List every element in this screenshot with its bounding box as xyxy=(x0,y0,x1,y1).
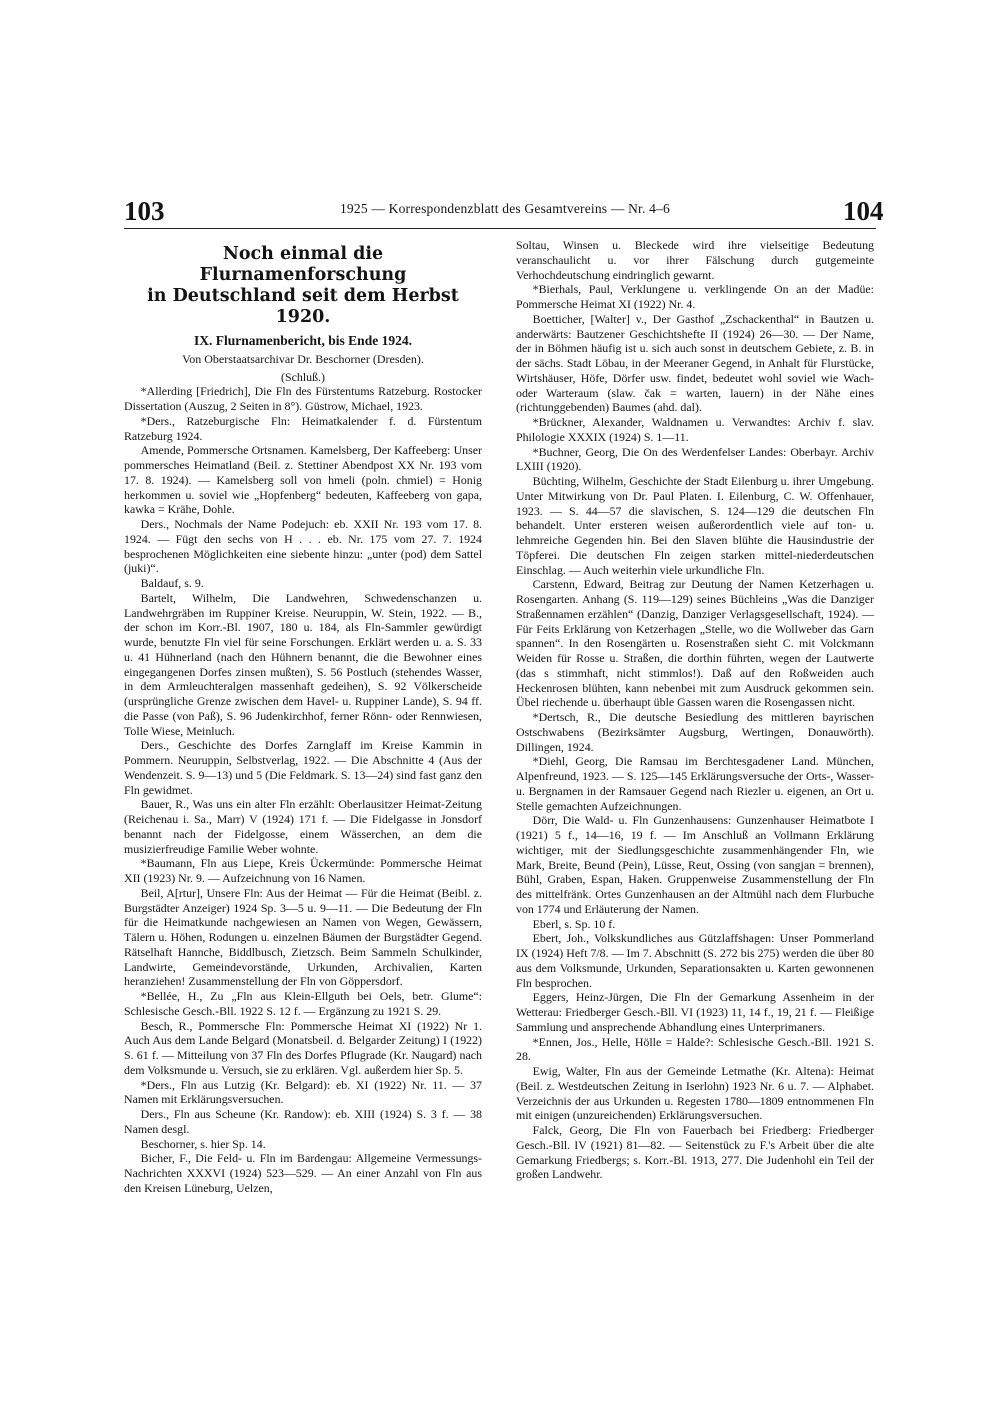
bibliography-entry: Ders., Fln aus Scheune (Kr. Randow): eb. XIII (1924) S. 3 f. — 38 Namen desgl. xyxy=(124,1107,482,1136)
bibliography-entry: Ewig, Walter, Fln aus der Gemeinde Letmathe (Kr. Altena): Heimat (Beil. z. Westdeutschen Zeitung in Iserlohn) 1923 Nr. 6 u. 7. — Alphabet. Verzeichnis der aus Urkunden u. Regesten 1780—1809 entnommenen Fln mit einigen (unzureichenden) Erklärungsversuchen. xyxy=(516,1064,874,1123)
running-header: 1925 — Korrespondenzblatt des Gesamtvereins — Nr. 4–6 xyxy=(339,201,671,216)
bibliography-entry: *Diehl, Georg, Die Ramsau im Berchtesgadener Land. München, Alpenfreund, 1923. — S. 125—145 Erklärungsversuche der Orts-, Wasser- u. Bergnamen in der Ramsauer Gegend nach Riezler u. eigenen, an Ort u. Stelle gemachten Aufzeichnungen. xyxy=(516,754,874,813)
bibliography-entry: Bauer, R., Was uns ein alter Fln erzählt: Oberlausitzer Heimat-Zeitung (Reichenau i. Sa., Marr) V (1924) 171 f. — Die Fidelgasse in Jonsdorf benannt nach der Fidelgosse, einem Wässerchen, an dem die musizierfreudige Familie Weber wohnte. xyxy=(124,797,482,856)
bibliography-entry: *Baumann, Fln aus Liepe, Kreis Ückermünde: Pommersche Heimat XII (1923) Nr. 9. — Aufzeichnung von 16 Namen. xyxy=(124,856,482,885)
bibliography-entry: Baldauf, s. 9. xyxy=(140,576,204,590)
bibliography-entry: Ebert, Joh., Volkskundliches aus Gützlaffshagen: Unser Pommerland IX (1924) Heft 7/8. — Im 7. Abschnitt (S. 272 bis 275) werden die über 80 aus dem Volksmunde, Urkunden, Separationsakten u. Karten gewonnenen Fln besprochen. xyxy=(516,931,874,990)
left-column xyxy=(124,238,482,1196)
bibliography-entry: Ders., Geschichte des Dorfes Zarnglaff im Kreise Kammin in Pommern. Neuruppin, Selbstverlag, 1922. — Die Abschnitte 4 (Aus der Wendenzeit. S. 9—13) und 5 (Die Feldmark. S. 13—24) sind fast ganz den Fln gewidmet. xyxy=(124,738,482,797)
bibliography-entry: *Ennen, Jos., Helle, Hölle = Halde?: Schlesische Gesch.-Bll. 1921 S. 28. xyxy=(516,1034,874,1064)
bibliography-entry: Amende, Pommersche Ortsnamen. Kamelsberg, Der Kaffeeberg: Unser pommersches Heimatland (Beil. z. Stettiner Abendpost XX Nr. 193 vom 17. 8. 1924). — Kamelsberg soll von hmeli (poln. chmiel) = Honig herkommen u. soviel wie „Hopfenberg“ bedeuten, Kaffeeberg von gapa, kawka = Krähe, Dohle. xyxy=(124,443,482,517)
left-column-entries xyxy=(124,384,482,1195)
bibliography-entry: Bartelt, Wilhelm, Die Landwehren, Schwedenschanzen u. Landwehrgräben im Ruppiner Kreise. Neuruppin, W. Stein, 1922. — B., der schon im Korr.-Bl. 1907, 180 u. 184, als Fln-Sammler gewürdigt wurde, benutzte Fln viel für seine Forschungen. Erklärt werden u. a. S. 33 u. 41 Hühnerland (nach den Hühnern benannt, die die Bewohner eines eingegangenen Dorfes zinsen mußten), S. 56 Postluch (stehendes Wasser, in dem Armleuchteralgen massenhaft gedeihen), S. 92 Völkerscheide (ursprüngliche Grenze zwischen dem Havel- u. Ruppiner Lande), S. 94 ff. die Passe (von Paß), S. 96 Judenkirchhof, ferner Rönn- oder Rennwiesen, Tolle Wiese, Meinluch. xyxy=(124,590,482,738)
bibliography-entry: Soltau, Winsen u. Bleckede wird ihre vielseitige Bedeutung veranschaulicht u. vor ihrer Fälschung durch gutgemeinte Verhochdeutschung eindringlich gewarnt. xyxy=(516,238,874,282)
article-title-line-2: in Deutschland seit dem Herbst 1920. xyxy=(147,286,459,327)
bibliography-entry: *Bellée, H., Zu „Fln aus Klein-Ellguth bei Oels, betr. Glume“: Schlesische Gesch.-Bll. 1922 S. 12 f. — Ergänzung zu 1921 S. 29. xyxy=(124,989,482,1018)
bibliography-entry: Dörr, Die Wald- u. Fln Gunzenhausens: Gunzenhauser Heimatbote I (1921) 5 f., 14—16, 19 f. — Im Anschluß an Vollmann Erklärung wichtiger, mit der Siedlungsgeschichte zusammenhängender Fln, wie Mark, Breite, Beund (Pein), Lüsse, Reut, Ossing (von sangjan = brennen), Bühl, Graben, Espan, Haken. Gruppenweise Zusammenstellung der Fln des mittelfränk. Ortes Gunzenhausen an der Altmühl nach dem Flurbuche von 1774 und Erläuterung der Namen. xyxy=(516,813,874,916)
bibliography-entry: *Bierhals, Paul, Verklungene u. verklingende On an der Madüe: Pommersche Heimat XI (1922) Nr. 4. xyxy=(516,282,874,311)
bibliography-entry: *Buchner, Georg, Die On des Werdenfelser Landes: Oberbayr. Archiv LXIII (1920). xyxy=(516,444,874,474)
bibliography-entry: Ders., Nochmals der Name Podejuch: eb. XXII Nr. 193 vom 17. 8. 1924. — Fügt den sechs von H . . . eb. Nr. 175 vom 27. 7. 1924 besprochenen Möglichkeiten eine siebente hinzu: „unter (pod) dem Sattel (juki)“. xyxy=(124,517,482,576)
bibliography-entry: *Brückner, Alexander, Waldnamen u. Verwandtes: Archiv f. slav. Philologie XXXIX (1924) S. 1—11. xyxy=(516,415,874,444)
continuation-note: (Schluß.) xyxy=(281,369,325,384)
bibliography-entry: *Allerding [Friedrich], Die Fln des Fürstentums Ratzeburg. Rostocker Dissertation (Auszug, 2 Seiten in 8°). Güstrow, Michael, 1923. xyxy=(124,384,482,413)
header-rule xyxy=(124,228,876,229)
bibliography-entry: Beil, A[rtur], Unsere Fln: Aus der Heimat — Für die Heimat (Beibl. z. Burgstädter Anzeiger) 1924 Sp. 3—5 u. 9—11. — Die Bedeutung der Fln für die Heimatkunde nachgewiesen an Namen von Wegen, Gewässern, Tälern u. Höhen, Rodungen u. einzelnen Bäumen der Burgstädter Gegend. Rätselhaft Hannche, Biddlbusch, Zietzsch. Beim Sammeln Schulkinder, Landwirte, Gemeindevorstände, Urkunden, Archivalien, Karten heranziehen! Zusammenstellung der Fln von Göppersdorf. xyxy=(124,885,482,989)
bibliography-entry: Eberl, s. Sp. 10 f. xyxy=(532,916,616,931)
bibliography-entry: Carstenn, Edward, Beitrag zur Deutung der Namen Ketzerhagen u. Rosengarten. Anhang (S. 119—129) seines Büchleins „Was die Danziger Straßennamen erzählen“ (Danzig, Danziger Verlagsgesellschaft, 1924). — Für Feits Erklärung von Ketzerhagen „Stelle, wo die Wollweber das Garn spannen“. In den Rosengärten u. Rosenstraßen sieht C. mit Volckmann Weiden für Rosse u. Straßen, die dorthin führten, wegen der Lautwerte (das s stimmhaft, nicht stimmlos!). Daß auf den Roßweiden auch Heckenrosen blühten, kann nebenbei mit zum Ausdruck gekommen sein. Übel riechende u. überhaupt üble Gassen waren die Rosengassen nicht. xyxy=(516,577,874,710)
bibliography-entry: Beschorner, s. hier Sp. 14. xyxy=(140,1136,266,1151)
page-number-right: 104 xyxy=(843,196,884,226)
bibliography-entry: Büchting, Wilhelm, Geschichte der Stadt Eilenburg u. ihrer Umgebung. Unter Mitwirkung von Dr. Paul Platen. I. Eilenburg, C. W. Offenhauer, 1923. — S. 44—57 die slavischen, S. 124—129 die deutschen Fln behandelt. Unter ersteren weisen außerordentlich viele auf ton- u. lehmreiche Gegenden hin. Bei den Slaven blühte die Hausindustrie der Töpferei. Die deutschen Fln zeigen starken mittel-niederdeutschen Einschlag. — Auch weiterhin viele urkundliche Fln. xyxy=(516,474,874,577)
page-number-left: 103 xyxy=(124,196,165,226)
bibliography-entry: Eggers, Heinz-Jürgen, Die Fln der Gemarkung Assenheim in der Wetterau: Friedberger Gesch.-Bll. VI (1923) 11, 14 f., 19, 21 f. — Fleißige Sammlung und ansprechende Abhandlung eines Unterprimaners. xyxy=(516,990,874,1034)
right-column xyxy=(516,238,874,1182)
article-title-line-1: Noch einmal die Flurnamenforschung xyxy=(199,244,407,285)
right-column-entries xyxy=(516,238,874,1182)
article-byline: Von Oberstaatsarchivar Dr. Beschorner (Dresden). xyxy=(182,351,424,366)
bibliography-entry: Falck, Georg, Die Fln von Fauerbach bei Friedberg: Friedberger Gesch.-Bll. IV (1921) 81—82. — Seitenstück zu F.'s Arbeit über die alte Gemarkung Friedbergs; s. Korr.-Bl. 1913, 277. Die Judenhohl ein Teil der großen Landwehr. xyxy=(516,1123,874,1182)
bibliography-entry: *Ders., Fln aus Lutzig (Kr. Belgard): eb. XI (1922) Nr. 11. — 37 Namen mit Erklärungsversuchen. xyxy=(124,1077,482,1107)
bibliography-entry: Besch, R., Pommersche Fln: Pommersche Heimat XI (1922) Nr 1. Auch Aus dem Lande Belgard (Monatsbeil. d. Belgarder Zeitung) I (1922) S. 61 f. — Mitteilung von 37 Fln des Dorfes Pflugrade (Kr. Naugard) nach dem Volksmunde u. Versuch, sie zu erklären. Vgl. außerdem hier Sp. 5. xyxy=(124,1018,482,1077)
bibliography-entry: Bicher, F., Die Feld- u. Fln im Bardengau: Allgemeine Vermessungs-Nachrichten XXXVI (1924) 523—529. — An einer Anzahl von Fln aus den Kreisen Lüneburg, Uelzen, xyxy=(124,1151,482,1195)
article-subtitle: IX. Flurnamenbericht, bis Ende 1924. xyxy=(194,333,412,348)
bibliography-entry: *Ders., Ratzeburgische Fln: Heimatkalender f. d. Fürstentum Ratzeburg 1924. xyxy=(124,413,482,443)
bibliography-entry: *Dertsch, R., Die deutsche Besiedlung des mittleren bayrischen Ostschwabens (Bezirksämter Augsburg, Wertingen, Donauwörth). Dillingen, 1924. xyxy=(516,710,874,754)
bibliography-entry: Boetticher, [Walter] v., Der Gasthof „Zschackenthal“ in Bautzen u. anderwärts: Bautzener Geschichtshefte II (1924) 26—30. — Der Name, der in Böhmen häufig ist u. sich auch sonst in deutschem Gebiete, z. B. in der sächs. Stadt Löbau, in der Meeraner Gegend, in Anhalt für Flurstücke, Wirtshäuser, Höfe, Dörfer usw. findet, bedeutet wohl soviel wie Wach- oder Warteraum (slaw. čak = warten, lauern) in der Nähe eines (richtunggebenden) Baumes (ahd. dal). xyxy=(516,311,874,415)
